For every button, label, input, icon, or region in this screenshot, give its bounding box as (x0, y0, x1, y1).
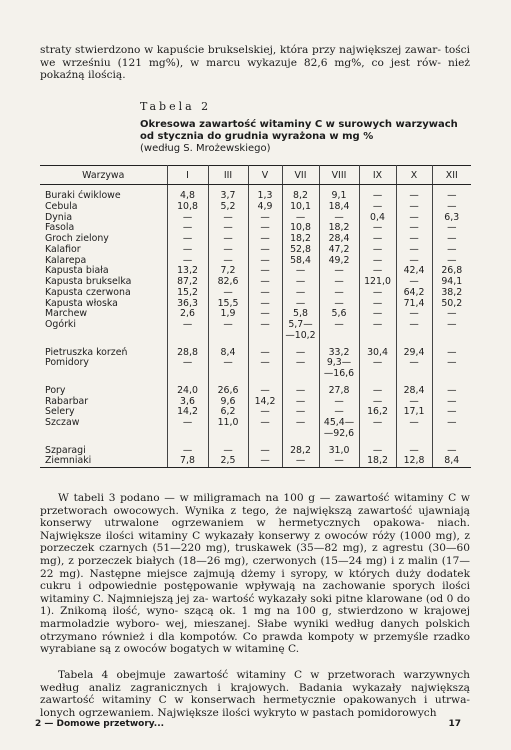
value-cell: — (359, 358, 396, 369)
value-cell: — (359, 309, 396, 320)
value-cell: —16,6 (319, 369, 359, 380)
value-cell: — (282, 288, 319, 299)
value-cell: 27,8 (319, 386, 359, 397)
value-cell: — (359, 288, 396, 299)
table-header-row (40, 166, 471, 185)
value-cell: 7,8 (167, 456, 208, 467)
table-row (40, 320, 471, 331)
value-cell: — (359, 191, 396, 202)
intro-paragraph (40, 44, 470, 82)
value-cell (248, 429, 282, 440)
value-cell: 2,6 (167, 309, 208, 320)
vegetable-name-cell: Kalafior (40, 245, 167, 256)
value-cell: — (447, 243, 457, 255)
vegetable-name-cell: Kapusta brukselka (40, 277, 167, 288)
value-cell: 1,9 (208, 309, 248, 320)
vitamin-c-table (40, 165, 471, 468)
value-cell: — (319, 299, 359, 310)
table-row (40, 191, 471, 202)
value-cell: — (208, 245, 248, 256)
value-cell: — (248, 358, 282, 369)
header-cell-month: I (167, 166, 208, 185)
text-line: W tabeli 3 podano — w miligramach na 100 g — zawartość witaminy (58, 492, 444, 504)
value-cell: 36,3 (167, 299, 208, 310)
vegetable-name-cell: Pory (40, 386, 167, 397)
value-cell: — (359, 202, 396, 213)
value-cell: 6,2 (208, 407, 248, 418)
value-cell: 64,2 (396, 288, 432, 299)
value-cell: 94,1 (441, 276, 463, 287)
value-cell: — (208, 256, 248, 267)
value-cell: — (447, 190, 457, 201)
text-line: zawartość witaminy C w konserwach hermetycznie opakowanych i utrwa- (40, 694, 470, 707)
header-cell-month: IX (359, 166, 396, 185)
value-cell: — (248, 299, 282, 310)
value-cell (208, 331, 248, 342)
caption-line-3: (według S. Mrożewskiego) (140, 142, 271, 154)
value-cell (282, 429, 319, 440)
value-cell: — (282, 386, 319, 397)
text-line: (15—24 mg) i z malin (17—22 mg). Następne miejsce zajmują dżemy (40, 554, 471, 580)
value-cell: — (447, 406, 457, 418)
value-cell (208, 429, 248, 440)
value-cell: 52,8 (282, 245, 319, 256)
value-cell: 8,4 (208, 348, 248, 359)
value-cell: 28,8 (167, 348, 208, 359)
value-cell: — (248, 256, 282, 267)
text-line: ujawniają konserwy utrwalone ogrzewaniem w hermetycznych opakowa- (40, 504, 470, 530)
value-cell: 28,2 (282, 446, 319, 457)
value-cell: 16,2 (359, 407, 396, 418)
value-cell: — (319, 407, 359, 418)
value-cell: — (282, 397, 319, 408)
value-cell: 45,4— (319, 418, 359, 429)
header-cell-month: X (396, 166, 432, 185)
value-cell: — (396, 223, 432, 234)
value-cell (167, 429, 208, 440)
value-cell: — (396, 245, 432, 256)
value-cell: 18,2 (359, 456, 396, 467)
caption-line-1: Okresowa zawartość witaminy C w surowych warzywach (140, 119, 458, 130)
value-cell: — (359, 320, 396, 331)
value-cell: 6,3 (444, 211, 460, 223)
value-cell (396, 331, 432, 342)
text-line: straty stwierdzono w kapuście brukselskiej, która przy największej zawar- (40, 44, 441, 56)
value-cell: — (396, 418, 432, 429)
value-cell: — (359, 446, 396, 457)
table-row (40, 369, 471, 380)
value-cell: — (167, 446, 208, 457)
value-cell: 50,2 (441, 297, 463, 309)
vegetable-name-cell: Pomidory (40, 358, 167, 369)
vegetable-name-cell: Cebula (40, 202, 167, 213)
table-body (40, 185, 471, 468)
value-cell: — (447, 417, 457, 428)
text-line: niach. Największe ilości witaminy C wykazały konserwy z owoców róży (40, 517, 470, 542)
text-line: i syropy, w których duży dodatek cukru i odpowiednie postępowanie (40, 567, 470, 593)
value-cell: — (167, 418, 208, 429)
value-cell: 15,2 (167, 288, 208, 299)
value-cell: 82,6 (208, 277, 248, 288)
text-line: nież pokaźną ilością. (40, 56, 470, 82)
value-cell: 10,8 (167, 202, 208, 213)
value-cell: — (396, 202, 432, 213)
value-cell: — (248, 288, 282, 299)
value-cell: — (447, 395, 457, 407)
value-cell: — (282, 348, 319, 359)
text-line: lonych ogrzewaniem. Największe ilości wykryto w pastach pomidorowych (40, 706, 437, 719)
text-line: z owoców bogatych w witaminę C. (114, 643, 300, 656)
value-cell: — (447, 308, 457, 320)
text-line: wej, mieszanej. Słabe wyniki według danych polskich otrzymano również (40, 617, 470, 643)
value-cell: — (248, 320, 282, 331)
header-cell-month: III (208, 166, 248, 185)
value-cell: 58,4 (282, 256, 319, 267)
value-cell (167, 331, 208, 342)
vegetable-name-cell: Fasola (40, 223, 167, 234)
value-cell: — (359, 397, 396, 408)
text-line: z agrestu (30—60 mg), z porzeczek białych (18—26 mg), czerwonych (40, 542, 471, 567)
header-cell-month: V (248, 166, 282, 185)
value-cell: 15,5 (208, 299, 248, 310)
value-cell: 28,4 (319, 234, 359, 245)
value-cell (359, 331, 396, 342)
value-cell: — (248, 407, 282, 418)
vegetable-name-cell: Pietruszka korzeń (40, 348, 167, 359)
value-cell: — (319, 213, 359, 224)
value-cell (396, 369, 432, 380)
value-cell: — (359, 386, 396, 397)
value-cell: 0,4 (359, 213, 396, 224)
text-line: (1000 mg), z porzeczek czarnych (51—220 mg), truskawek (35—82 mg), (40, 529, 470, 555)
value-cell (432, 369, 471, 380)
vegetable-name-cell: Kalarepa (40, 256, 167, 267)
text-line: wpływają na zachowanie sporych ilości witaminy C. Najmniejszą jej za- (40, 580, 470, 605)
text-line: według analiz zagranicznych i krajowych. Badania wykazały największą (40, 681, 470, 694)
value-cell: 5,8 (282, 309, 319, 320)
value-cell (359, 369, 396, 380)
table-row (40, 331, 471, 342)
value-cell: — (447, 254, 457, 266)
text-line: wartość wykazały soki pitne klarowane (od 0 do 1). Znikomą ilość, wyno- (40, 592, 470, 618)
value-cell: — (282, 407, 319, 418)
value-cell (167, 369, 208, 380)
value-cell: — (359, 299, 396, 310)
value-cell: — (396, 213, 432, 224)
value-cell: — (447, 200, 457, 212)
value-cell: — (282, 213, 319, 224)
value-cell: — (208, 358, 248, 369)
value-cell: 24,0 (167, 386, 208, 397)
value-cell: 4,8 (167, 191, 208, 202)
value-cell: — (248, 348, 282, 359)
value-cell: — (319, 456, 359, 467)
value-cell: 12,8 (396, 456, 432, 467)
text-line: Tabela 4 obejmuje zawartość witaminy C w przetworach warzywnych (58, 669, 470, 681)
value-cell: 7,2 (208, 266, 248, 277)
value-cell: 47,2 (319, 245, 359, 256)
vegetable-name-cell: Szparagi (40, 446, 167, 457)
value-cell: 26,6 (208, 386, 248, 397)
value-cell: — (396, 320, 432, 331)
value-cell (396, 429, 432, 440)
value-cell: — (208, 320, 248, 331)
value-cell: — (167, 234, 208, 245)
value-cell: — (447, 384, 457, 396)
value-cell: — (248, 456, 282, 467)
value-cell: 42,4 (396, 266, 432, 277)
value-cell: — (167, 245, 208, 256)
value-cell: — (248, 309, 282, 320)
caption-line-2: od stycznia do grudnia wyrażona w mg % (140, 130, 374, 142)
vegetable-name-cell (40, 331, 167, 342)
table-row (40, 299, 471, 310)
table-caption (140, 119, 475, 154)
footer-running-title: 2 — Domowe przetwory... (35, 719, 165, 729)
value-cell: — (248, 234, 282, 245)
value-cell: — (282, 358, 319, 369)
table-row (40, 202, 471, 213)
value-cell: 26,8 (441, 265, 463, 277)
value-cell: — (447, 222, 457, 234)
value-cell (248, 369, 282, 380)
value-cell: 5,2 (208, 202, 248, 213)
table-row (40, 234, 471, 245)
value-cell: 18,2 (319, 223, 359, 234)
vegetable-name-cell: Marchew (40, 309, 167, 320)
vegetable-name-cell: Ziemniaki (40, 456, 167, 467)
value-cell: — (248, 386, 282, 397)
vegetable-name-cell: Szczaw (40, 418, 167, 429)
value-cell (248, 331, 282, 342)
value-cell: 9,1 (319, 191, 359, 202)
value-cell: — (208, 213, 248, 224)
value-cell: — (167, 256, 208, 267)
value-cell: — (359, 418, 396, 429)
value-cell: — (396, 277, 432, 288)
value-cell: 71,4 (396, 299, 432, 310)
value-cell: — (282, 266, 319, 277)
value-cell: 10,8 (282, 223, 319, 234)
value-cell: 38,2 (441, 286, 463, 298)
table-row (40, 358, 471, 369)
value-cell: 5,7— (282, 320, 319, 331)
header-cell-month: XII (432, 166, 471, 185)
value-cell: 29,4 (396, 348, 432, 359)
page-number: 17 (448, 719, 461, 729)
vegetable-name-cell (40, 429, 167, 440)
value-cell (319, 331, 359, 342)
value-cell: — (248, 266, 282, 277)
value-cell: — (447, 357, 457, 369)
text-line: tości we wrześniu (121 mg%), w marcu wykazuje 82,6 mg%, co jest rów- (40, 44, 470, 69)
value-cell: 33,2 (319, 348, 359, 359)
value-cell: 2,5 (208, 456, 248, 467)
vegetable-name-cell (40, 369, 167, 380)
value-cell: 14,2 (167, 407, 208, 418)
vegetable-name-cell: Kapusta włoska (40, 299, 167, 310)
value-cell: — (208, 223, 248, 234)
value-cell: —10,2 (282, 331, 319, 342)
value-cell: — (396, 309, 432, 320)
vegetable-name-cell: Buraki ćwiklowe (40, 191, 167, 202)
value-cell: 11,0 (208, 418, 248, 429)
value-cell: — (359, 245, 396, 256)
value-cell: — (396, 446, 432, 457)
value-cell: 14,2 (248, 397, 282, 408)
value-cell: — (282, 456, 319, 467)
header-cell-month: VII (282, 166, 319, 185)
table-label: Tabela 2 (140, 100, 212, 113)
value-cell: — (447, 444, 457, 456)
value-cell: — (248, 223, 282, 234)
table-row (40, 309, 471, 320)
value-cell: — (319, 288, 359, 299)
value-cell: 9,6 (208, 397, 248, 408)
value-cell: — (167, 223, 208, 234)
value-cell (282, 369, 319, 380)
table-row (40, 429, 471, 440)
value-cell: — (248, 418, 282, 429)
value-cell: 8,4 (432, 456, 471, 467)
value-cell (432, 331, 471, 342)
table-row (40, 245, 471, 256)
value-cell: —92,6 (319, 429, 359, 440)
value-cell: — (167, 213, 208, 224)
value-cell (432, 429, 471, 440)
text-line: szącą ok. 1 mg na 100 g, stwierdzono w krajowej marmoladzie wyboro- (40, 605, 470, 630)
value-cell: — (396, 191, 432, 202)
value-cell: 17,1 (396, 407, 432, 418)
value-cell: — (167, 320, 208, 331)
table-row (40, 288, 471, 299)
value-cell: 30,4 (359, 348, 396, 359)
header-cell-month: VIII (319, 166, 359, 185)
table-row (40, 407, 471, 418)
value-cell: 31,0 (319, 446, 359, 457)
vegetable-name-cell: Kapusta biała (40, 266, 167, 277)
value-cell: — (319, 320, 359, 331)
value-cell: 3,7 (208, 191, 248, 202)
value-cell: — (208, 234, 248, 245)
value-cell: — (319, 277, 359, 288)
value-cell: — (282, 418, 319, 429)
value-cell: — (396, 397, 432, 408)
vegetable-name-cell: Selery (40, 407, 167, 418)
value-cell: — (319, 397, 359, 408)
table-row (40, 456, 471, 467)
vegetable-name-cell: Groch zielony (40, 234, 167, 245)
value-cell: 3,6 (167, 397, 208, 408)
value-cell: — (248, 213, 282, 224)
text-line: C w przetworach owocowych. Wynika z tego, że największą zawartość (40, 492, 470, 517)
table-row (40, 213, 471, 224)
value-cell: — (359, 256, 396, 267)
value-cell: 18,4 (319, 202, 359, 213)
body-paragraph-1 (40, 492, 470, 656)
value-cell: — (167, 358, 208, 369)
value-cell: — (248, 446, 282, 457)
vegetable-name-cell: Dynia (40, 213, 167, 224)
value-cell: 1,3 (248, 191, 282, 202)
value-cell: — (248, 245, 282, 256)
value-cell: — (248, 277, 282, 288)
value-cell: — (396, 234, 432, 245)
value-cell (359, 429, 396, 440)
value-cell: 18,2 (282, 234, 319, 245)
value-cell: — (319, 266, 359, 277)
table-row (40, 418, 471, 429)
value-cell: — (447, 319, 457, 330)
value-cell: 4,9 (248, 202, 282, 213)
value-cell: — (396, 358, 432, 369)
value-cell: 9,3— (319, 358, 359, 369)
table-row (40, 386, 471, 397)
text-line: i dla kompotów. Co prawda kompoty w przemyśle rzadko wyrabiane są (40, 630, 470, 656)
value-cell: 28,4 (396, 386, 432, 397)
vegetable-name-cell: Rabarbar (40, 397, 167, 408)
value-cell: 8,2 (282, 191, 319, 202)
value-cell: 49,2 (319, 256, 359, 267)
value-cell: — (208, 446, 248, 457)
value-cell: — (208, 288, 248, 299)
value-cell: — (282, 299, 319, 310)
value-cell: 87,2 (167, 277, 208, 288)
header-cell-vegetable: Warzywa (40, 166, 167, 185)
value-cell: 121,0 (359, 277, 396, 288)
value-cell: — (359, 234, 396, 245)
value-cell: 13,2 (167, 266, 208, 277)
value-cell: — (447, 233, 457, 244)
value-cell (208, 369, 248, 380)
table-row (40, 348, 471, 359)
value-cell: — (359, 266, 396, 277)
vegetable-name-cell: Ogórki (40, 320, 167, 331)
value-cell: — (447, 346, 457, 358)
value-cell: — (396, 256, 432, 267)
value-cell: — (282, 277, 319, 288)
body-paragraph-2 (40, 669, 470, 719)
value-cell: 10,1 (282, 202, 319, 213)
value-cell: — (359, 223, 396, 234)
vegetable-name-cell: Kapusta czerwona (40, 288, 167, 299)
page-footer (35, 719, 461, 729)
value-cell: 5,6 (319, 309, 359, 320)
